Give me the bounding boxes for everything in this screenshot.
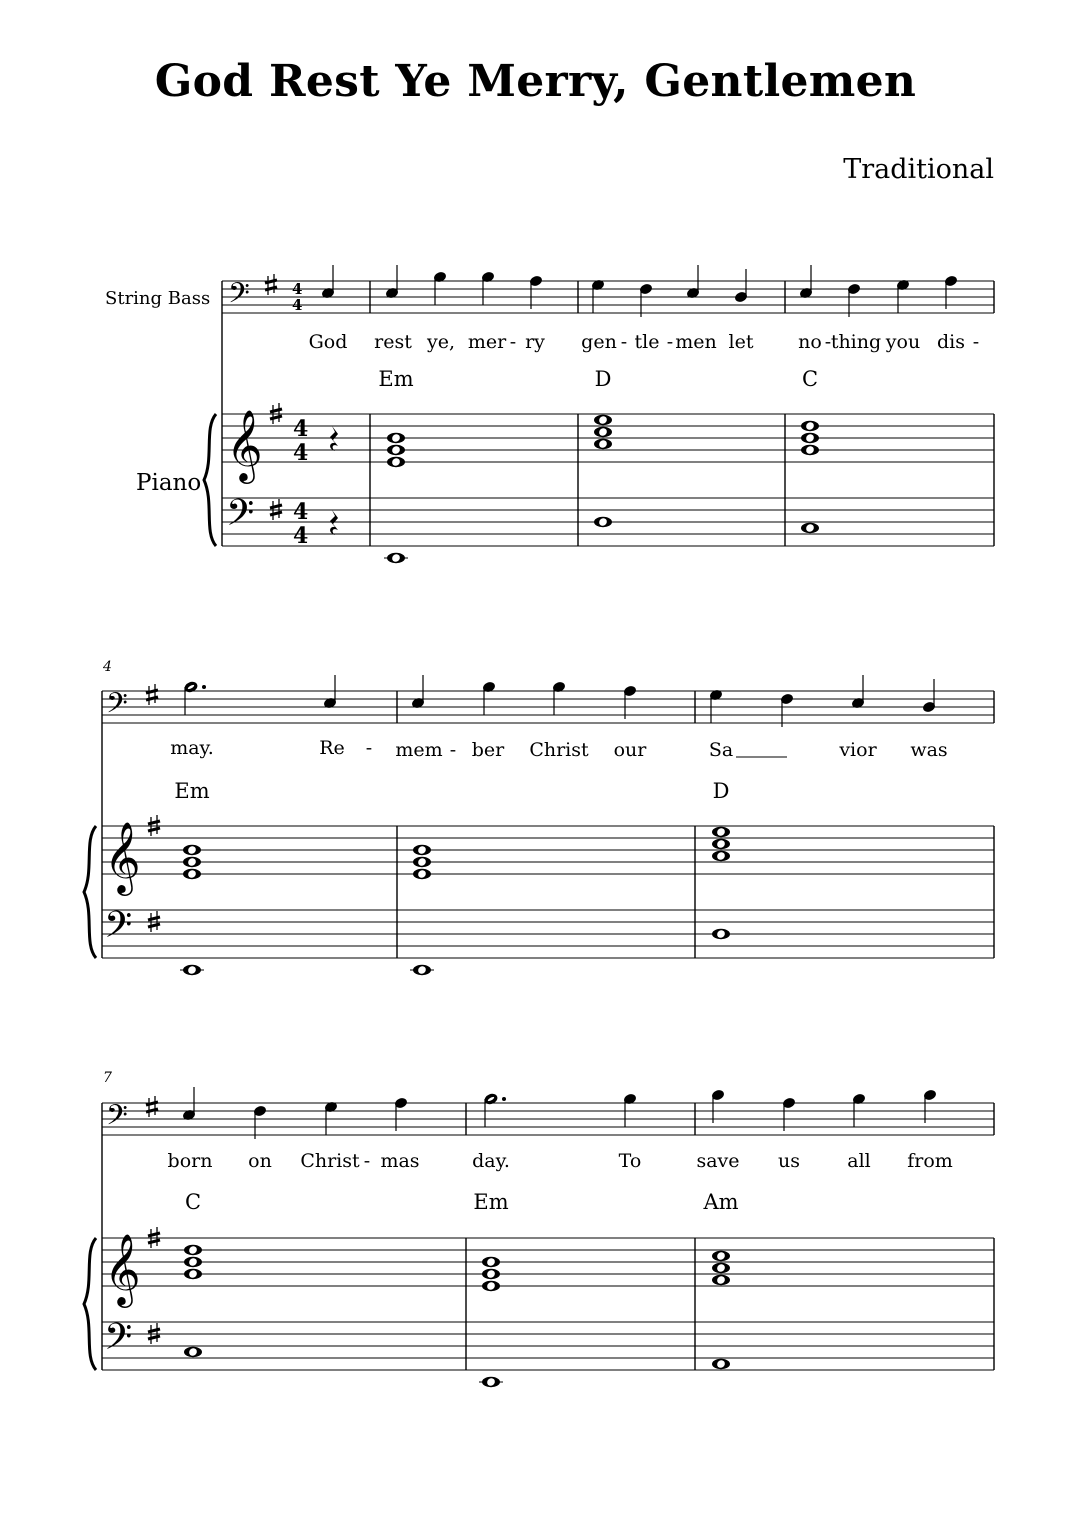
piano-chords-3 [184, 1245, 730, 1388]
system-1 [105, 265, 994, 563]
piano-treble-staff [102, 1238, 994, 1286]
chord-symbols-1 [378, 367, 818, 391]
svg-text:4: 4 [292, 296, 303, 314]
svg-text:Em: Em [473, 1190, 509, 1214]
bass-clef-icon: 𝄢 [106, 1099, 128, 1139]
svg-text:God: God [308, 331, 348, 353]
svg-text:save: save [696, 1150, 740, 1172]
bass-clef-icon: 𝄢 [104, 1316, 133, 1367]
svg-text:Sa: Sa [708, 739, 734, 761]
svg-text:ber: ber [471, 739, 505, 761]
svg-text:may.: may. [170, 737, 214, 759]
svg-text:Em: Em [174, 779, 210, 803]
score-title: God Rest Ye Merry, Gentlemen [154, 56, 917, 107]
bass-clef-icon: 𝄢 [106, 687, 128, 727]
svg-text:rest: rest [374, 331, 412, 353]
svg-text:mer: mer [467, 331, 507, 353]
instrument-label-string-bass: String Bass [105, 288, 211, 309]
bass-clef-icon: 𝄢 [104, 904, 133, 955]
piano-chords-1 [384, 415, 819, 564]
svg-text:-: - [972, 331, 980, 353]
piano-brace [84, 1238, 96, 1370]
svg-text:Christ: Christ [529, 739, 589, 761]
piano-chords-2 [180, 827, 730, 976]
piano-treble-staff [102, 826, 994, 874]
svg-text:C: C [801, 367, 819, 391]
svg-text:-: - [824, 331, 832, 353]
svg-text:4: 4 [293, 416, 309, 442]
measure-number: 4 [103, 659, 112, 675]
svg-text:tle: tle [634, 331, 660, 353]
svg-text:you: you [885, 331, 921, 353]
system-3 [84, 1070, 994, 1387]
svg-text:4: 4 [293, 440, 309, 466]
treble-clef-icon: 𝄞 [226, 408, 263, 481]
svg-text:Am: Am [703, 1190, 739, 1214]
svg-text:our: our [613, 739, 647, 761]
svg-text:4: 4 [293, 523, 309, 549]
svg-text:-: - [509, 331, 517, 353]
piano-brace [204, 414, 216, 546]
bass-notes [182, 1087, 936, 1139]
sharp-icon [265, 274, 277, 295]
lyrics-line-1 [309, 331, 980, 353]
svg-text:us: us [778, 1150, 800, 1172]
piano-brace [84, 826, 96, 958]
svg-text:born: born [167, 1150, 213, 1172]
svg-text:gen: gen [581, 331, 617, 353]
svg-text:-: - [365, 737, 373, 759]
sharp-icon [146, 684, 158, 705]
lyrics-line-3 [168, 1150, 953, 1172]
lyrics-line-2 [170, 737, 947, 761]
svg-text:on: on [248, 1150, 272, 1172]
bass-staff [222, 281, 994, 313]
piano-bass-staff [102, 910, 994, 958]
treble-clef-icon: 𝄞 [104, 1232, 141, 1305]
svg-text:mem: mem [395, 739, 443, 761]
svg-text:C: C [184, 1190, 202, 1214]
svg-text:dis: dis [937, 331, 965, 353]
svg-text:from: from [907, 1150, 953, 1172]
svg-text:D: D [594, 367, 612, 391]
svg-text:mas: mas [380, 1150, 420, 1172]
chord-symbols-3 [185, 1190, 739, 1214]
svg-text:Christ: Christ [300, 1150, 360, 1172]
bass-notes [321, 265, 957, 317]
bass-notes [184, 675, 936, 727]
bass-staff [102, 1103, 994, 1135]
svg-text:ye,: ye, [426, 331, 456, 353]
svg-text:4: 4 [292, 280, 303, 298]
chord-symbols-2 [174, 779, 729, 803]
svg-text:-: - [449, 739, 457, 761]
svg-text:ry: ry [525, 331, 545, 353]
svg-text:To: To [618, 1150, 642, 1172]
svg-text:Em: Em [378, 367, 414, 391]
bass-clef-icon: 𝄢 [226, 492, 255, 543]
svg-text:thing: thing [830, 331, 882, 353]
measure-number: 7 [103, 1070, 112, 1086]
instrument-label-piano: Piano [136, 470, 202, 496]
svg-text:men: men [675, 331, 717, 353]
svg-text:let: let [728, 331, 754, 353]
svg-text:Re: Re [319, 737, 345, 759]
svg-text:all: all [847, 1150, 871, 1172]
system-2 [84, 659, 994, 975]
svg-text:was: was [910, 739, 948, 761]
svg-text:4: 4 [293, 499, 309, 525]
svg-text:-: - [363, 1150, 371, 1172]
svg-text:day.: day. [472, 1150, 510, 1172]
svg-text:-: - [666, 331, 674, 353]
sharp-icon [146, 1096, 158, 1117]
treble-clef-icon: 𝄞 [104, 820, 141, 893]
svg-text:D: D [712, 779, 730, 803]
piano-bass-staff [102, 1322, 994, 1370]
composer-credit: Traditional [843, 154, 994, 185]
svg-text:no: no [798, 331, 822, 353]
bass-clef-icon: 𝄢 [228, 277, 250, 317]
svg-text:vior: vior [839, 739, 877, 761]
svg-text:-: - [620, 331, 628, 353]
